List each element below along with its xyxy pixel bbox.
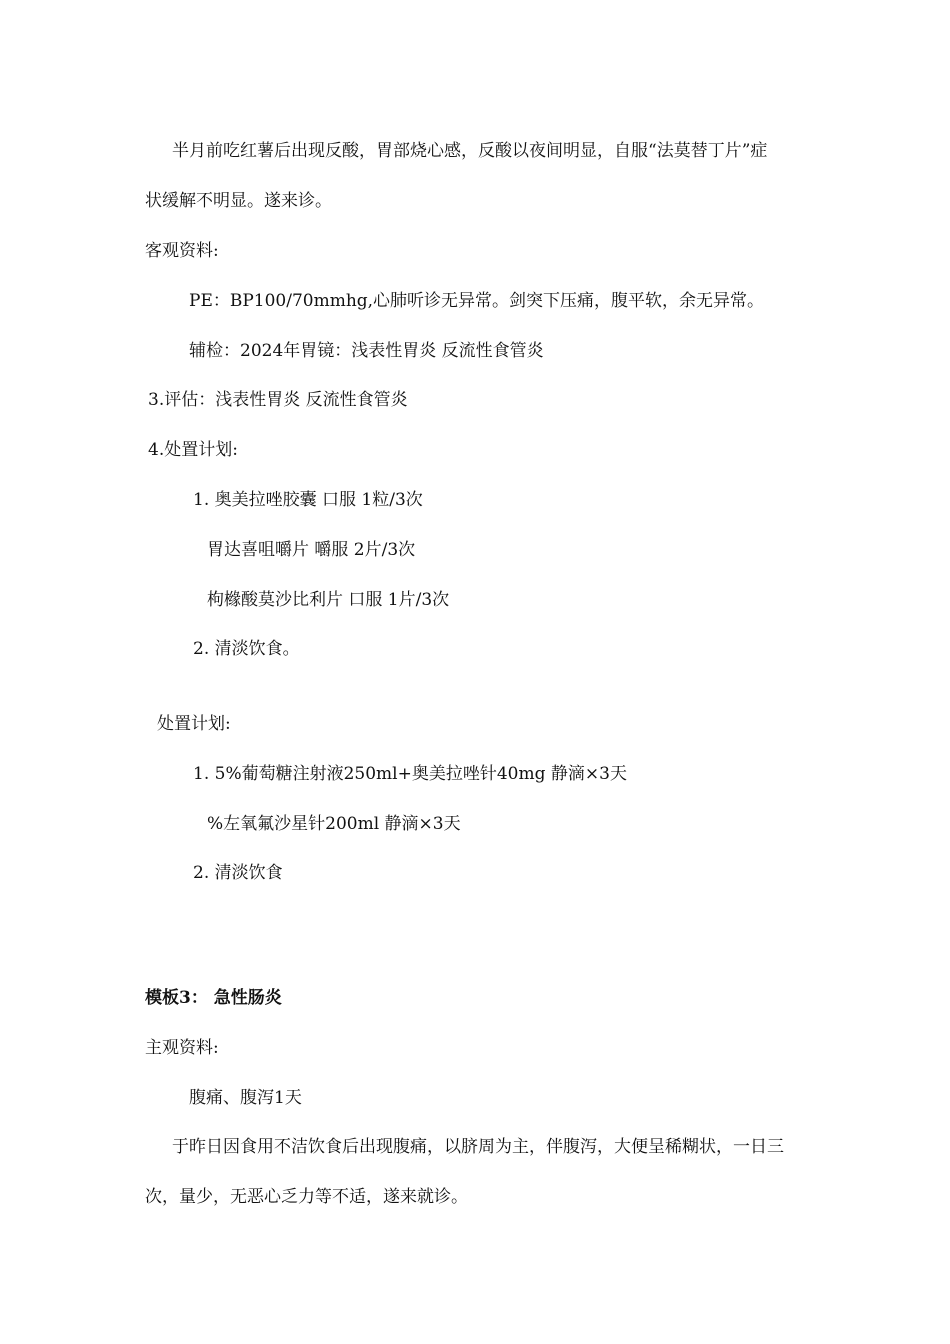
plan2-item: 1. 5%葡萄糖注射液250ml+奥美拉唑针40mg 静滴×3天 [193, 764, 627, 784]
plan-item: 胃达喜咀嚼片 嚼服 2片/3次 [207, 540, 416, 560]
assessment-line: 3.评估：浅表性胃炎 反流性食管炎 [148, 390, 408, 410]
plan2-item: %左氧氟沙星针200ml 静滴×3天 [207, 814, 461, 834]
chief-complaint-line: 腹痛、腹泻1天 [189, 1088, 302, 1108]
objective-heading: 客观资料: [145, 241, 219, 261]
plan2-heading: 处置计划: [157, 714, 231, 734]
history-paragraph-2-line-2: 次，量少，无恶心乏力等不适，遂来就诊。 [145, 1187, 468, 1207]
plan-heading: 4.处置计划: [148, 440, 238, 460]
auxiliary-exam-line: 辅检：2024年胃镜：浅表性胃炎 反流性食管炎 [189, 341, 544, 361]
history-paragraph-line-2: 状缓解不明显。遂来诊。 [145, 191, 332, 211]
history-paragraph-line-1: 半月前吃红薯后出现反酸，胃部烧心感，反酸以夜间明显，自服“法莫替丁片”症 [172, 141, 768, 161]
plan-item: 2. 清淡饮食。 [193, 639, 300, 659]
plan-item: 枸橼酸莫沙比利片 口服 1片/3次 [207, 590, 450, 610]
template-3-title: 模板3： 急性肠炎 [145, 988, 282, 1008]
history-paragraph-2-line-1: 于昨日因食用不洁饮食后出现腹痛，以脐周为主，伴腹泻，大便呈稀糊状，一日三 [172, 1137, 784, 1157]
physical-exam-line: PE：BP100/70mmhg,心肺听诊无异常。剑突下压痛，腹平软，余无异常。 [189, 291, 765, 311]
plan-item: 1. 奥美拉唑胶囊 口服 1粒/3次 [193, 490, 423, 510]
plan2-item: 2. 清淡饮食 [193, 863, 283, 883]
subjective-heading: 主观资料: [145, 1038, 219, 1058]
